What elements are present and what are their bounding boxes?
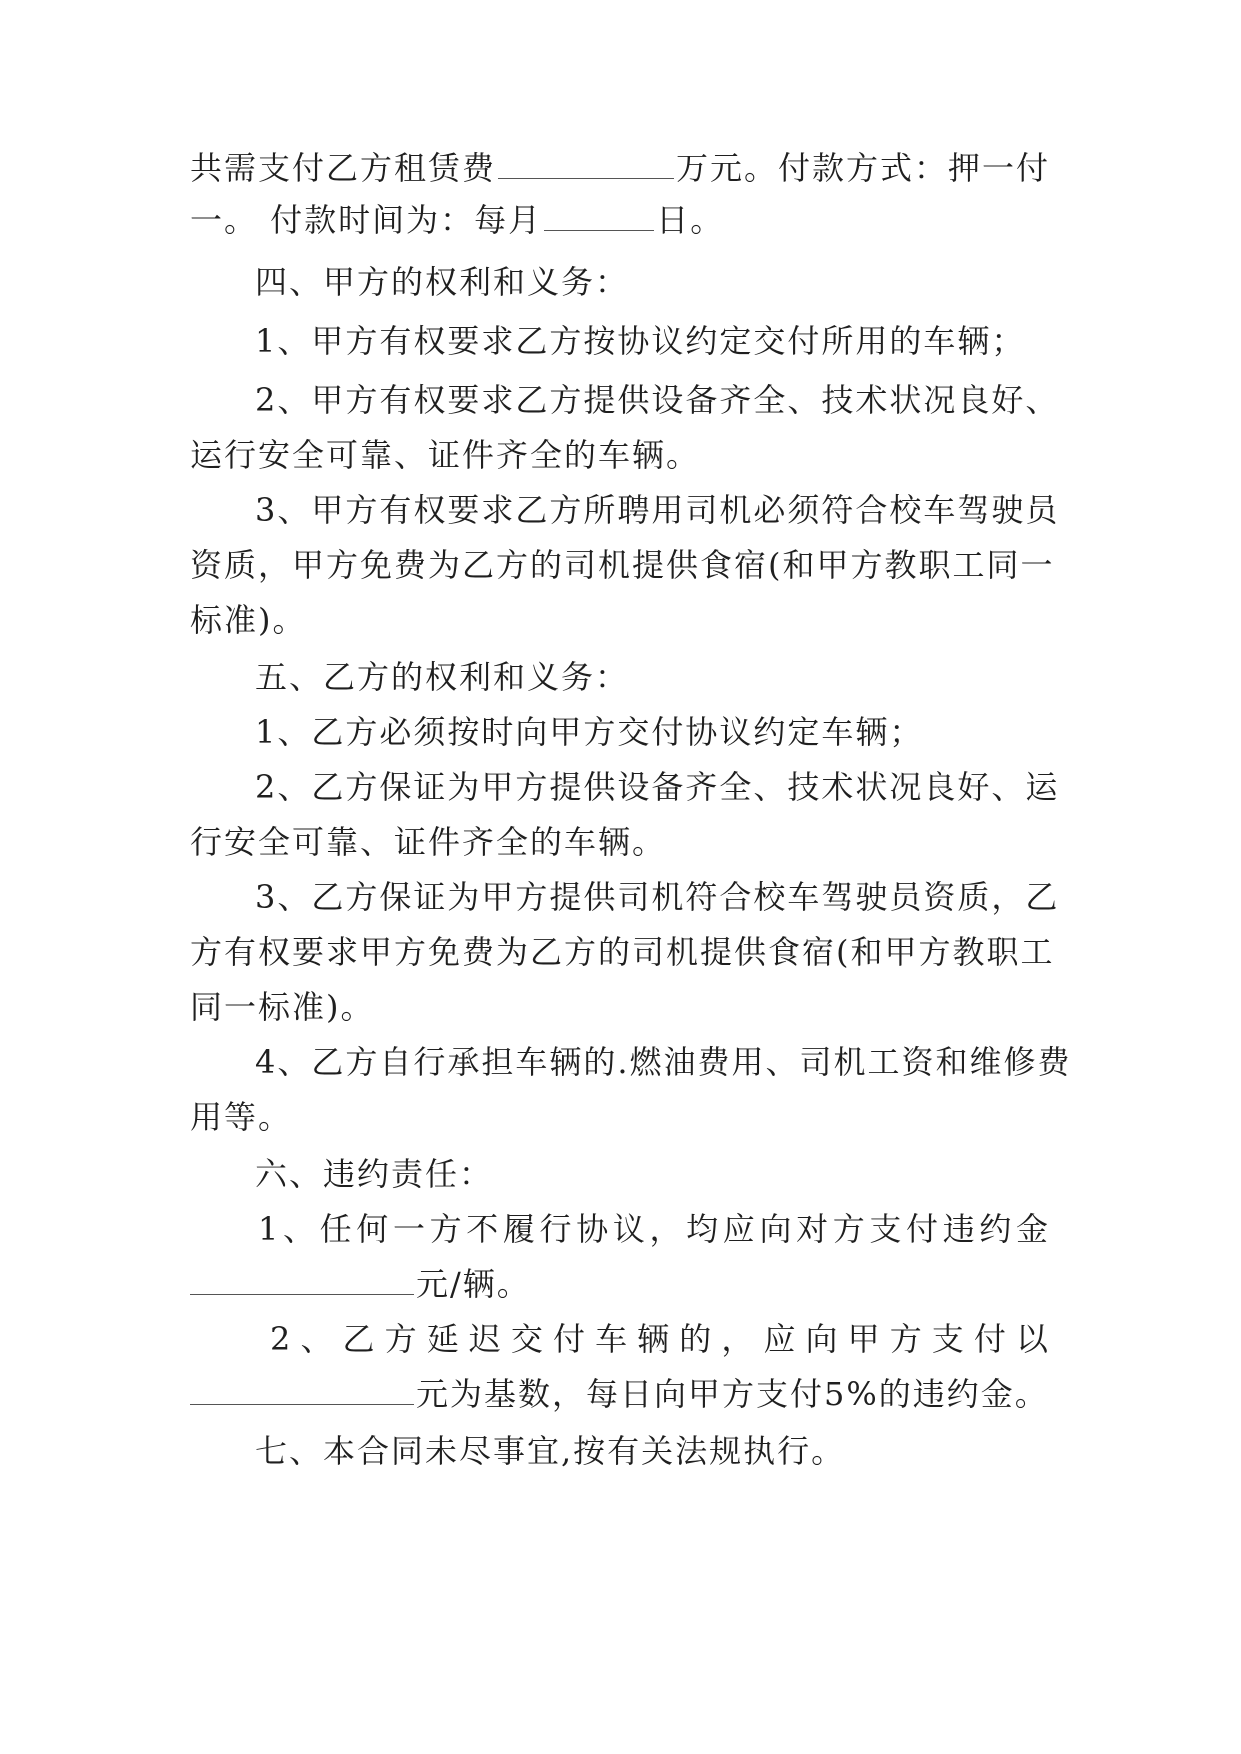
text-line: 资质，甲方免费为乙方的司机提供食宿(和甲方教职工同一 — [190, 546, 1055, 584]
text-line: 3、甲方有权要求乙方所聘用司机必须符合校车驾驶员 — [255, 491, 1060, 529]
section-heading: 六、违约责任： — [255, 1155, 494, 1193]
text-line — [190, 148, 1050, 188]
text-line: 2、乙方延迟交付车辆的，应向甲方支付以 — [270, 1320, 1050, 1358]
text-segment: 日。 — [656, 201, 725, 239]
text-line: 运行安全可靠、证件齐全的车辆。 — [190, 436, 701, 474]
text-line: 1、甲方有权要求乙方按协议约定交付所用的车辆； — [255, 322, 1026, 360]
text-line: 2、甲方有权要求乙方提供设备齐全、技术状况良好、 — [255, 381, 1060, 419]
text-line: 方有权要求甲方免费为乙方的司机提供食宿(和甲方教职工 — [190, 933, 1055, 971]
fill-in-blank — [190, 1376, 414, 1405]
text-line — [190, 1374, 1050, 1414]
section-heading: 五、乙方的权利和义务： — [255, 658, 630, 696]
text-line: 标准)。 — [190, 601, 307, 639]
text-segment: 元为基数，每日向甲方支付5%的违约金。 — [416, 1375, 1049, 1413]
fill-in-blank — [498, 150, 674, 179]
text-line: 用等。 — [190, 1098, 293, 1136]
text-line: 3、乙方保证为甲方提供司机符合校车驾驶员资质，乙 — [255, 878, 1060, 916]
text-segment: 元/辆。 — [416, 1265, 531, 1303]
text-line: 4、乙方自行承担车辆的.燃油费用、司机工资和维修费 — [255, 1043, 1072, 1081]
section-heading: 四、甲方的权利和义务： — [255, 263, 630, 301]
text-line: 行安全可靠、证件齐全的车辆。 — [190, 823, 667, 861]
text-segment: 一。 付款时间为：每月 — [190, 201, 543, 239]
text-line: 1、任何一方不履行协议，均应向对方支付违约金 — [258, 1210, 1050, 1248]
text-segment: 共需支付乙方租赁费 — [190, 149, 497, 187]
text-line — [190, 200, 1050, 240]
fill-in-blank — [190, 1266, 414, 1295]
section-heading: 七、本合同未尽事宜,按有关法规执行。 — [255, 1432, 846, 1470]
text-line: 1、乙方必须按时向甲方交付协议约定车辆； — [255, 713, 924, 751]
text-line: 同一标准)。 — [190, 988, 375, 1026]
text-line: 2、乙方保证为甲方提供设备齐全、技术状况良好、运 — [255, 768, 1060, 806]
text-line — [190, 1264, 1050, 1304]
text-segment: 万元。付款方式：押一付 — [676, 149, 1051, 187]
fill-in-blank — [544, 202, 654, 231]
